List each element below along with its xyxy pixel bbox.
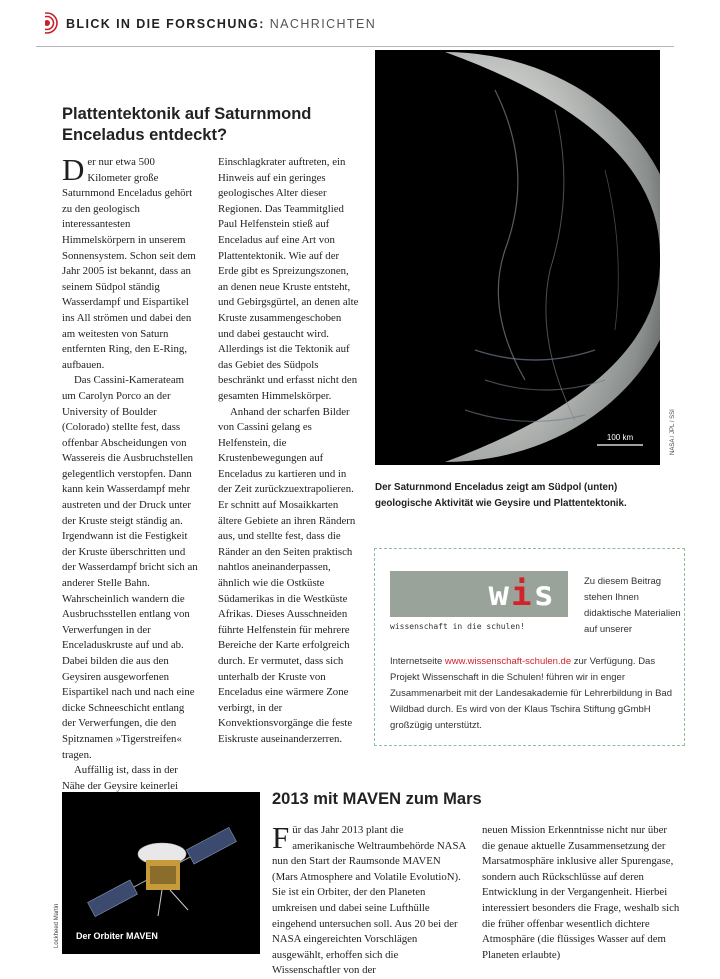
- wis-text-tail: zur Verfügung. Das Projekt Wissenschaft in die Schulen! führen wir in enger Zusammenarbeit mit der Landesakademie für Lehrerbildung in Bad Wildbad durch. Es wird von der Klaus Tschira Stiftung gGmbH großzügig unterstützt.: [390, 656, 672, 731]
- article-title: Plattentektonik auf Saturnmond Enceladus entdeckt?: [62, 105, 312, 144]
- paragraph: Anhand der scharfen Bilder von Cassini gelang es Helfenstein, die Krustenbewegungen auf Enceladus zu kartieren und in der Zeit zurückzuextrapolieren. Er schnitt auf Mosaikkarten ältere Gebiete an ihren Rändern aus, und stellte fest, dass die Ränder an den Seiten praktisch nahtlos aneinanderpassen, ähnlich wie die Ostküste Südamerikas in die Westküste Afrikas. Dieses Ausschneiden führte Helfenstein für mehrere Bereiche der Karte erfolgreich durch. Er vermutet, dass sich unterhalb der Kruste von Enceladus eine wärmere Zone verbirgt, in der Konvektionsvorgänge die feste Eiskruste auseinanderzerren.: [218, 405, 356, 745]
- article-column-1: [62, 152, 198, 794]
- paragraph: neuen Mission Erkenntnisse nicht nur über die genaue aktuelle Zusammensetzung der Marsatmosphäre inklusive aller Spurengase, sondern auch Rückschlüsse auf deren Entwicklung in der Vergangenheit. Hierbei interessiert besonders die Frage, weshalb sich die früher offenbar wesentlich dichtere Atmosphäre (die flüssiges Wasser auf dem Planeten erlaubte): [482, 824, 680, 961]
- header-title: [66, 17, 376, 31]
- header-subsection: NACHRICHTEN: [269, 17, 377, 31]
- wis-logo-i: i: [511, 574, 534, 614]
- wis-website-link[interactable]: www.wissenschaft-schulen.de: [444, 656, 572, 667]
- wis-logo: [390, 571, 568, 617]
- wis-text-lead: Internetseite: [390, 656, 445, 667]
- wis-logo-w: w: [488, 574, 512, 614]
- header-section: BLICK IN DIE FORSCHUNG:: [66, 17, 265, 31]
- wis-tagline: wissenschaft in die schulen!: [390, 622, 525, 631]
- photo-caption: Der Saturnmond Enceladus zeigt am Südpol (unten) geologische Aktivität wie Geysire und Plattentektonik.: [375, 482, 627, 509]
- paragraph-text: er nur etwa 500 Kilometer große Saturnmond Enceladus gehört zu den geologisch interessantesten Himmelskörpern in unserem Sonnensystem. Schon seit dem Jahr 2005 ist bekannt, dass an seinem Südpol ständig Wasserdampf und Eispartikel ins All strömen und dabei den am weitesten von Saturn entfernten Ring, den E-Ring, aufbauen.: [62, 156, 196, 371]
- wis-logo-letters: [489, 574, 556, 614]
- maven-photo-label: Der Orbiter MAVEN: [76, 931, 158, 941]
- dropcap: D: [62, 152, 85, 187]
- dropcap: F: [272, 820, 290, 855]
- page-header: [36, 12, 686, 38]
- article-title: 2013 mit MAVEN zum Mars: [272, 790, 482, 808]
- paragraph-text: ür das Jahr 2013 plant die amerikanische Weltraumbehörde NASA nun den Start der Raumsonde MAVEN (Mars Atmosphere and Volatile EvolutioN). Sie ist ein Orbiter, der den Planeten umkreisen und dabei seine Lufthülle eingehend untersuchen soll. Aus 20 bei der NASA eingereichten Vorschlägen ausgewählt, erhoffen sich die Wissenschaftler von der: [272, 824, 466, 977]
- wis-text-intro: Zu diesem Beitrag stehen Ihnen didaktische Materialien auf unserer: [584, 576, 681, 635]
- header-divider: [36, 46, 674, 47]
- article-column-2: [218, 155, 360, 748]
- wis-text-body: [390, 654, 680, 734]
- paragraph: Das Cassini-Kamerateam um Carolyn Porco an der University of Boulder (Colorado) stellte fest, dass offenbar Abscheidungen von Wassereis die Ausbruchstellen gelegentlich verstopfen. Dann kann kein Wasserdampf mehr austreten und der Druck unter der Kruste steigt ständig an. Irgendwann ist die Festigkeit der Kruste überschritten und der Wasserdampf bricht sich an anderer Stelle Bahn. Wahrscheinlich wandern die Ausbruchsstellen entlang von Verwerfungen in der Enceladuskruste auf und ab. Dabei bilden die aus den Geysiren ausgeworfenen Eispartikel nach und nach eine dicke Schneeschicht entlang der Verwerfungen, die den Spitznamen »Tigerstreifen« tragen.: [62, 374, 198, 761]
- article-column-2: [482, 823, 680, 963]
- section-logo-icon: [36, 12, 58, 34]
- paragraph: Auffällig ist, dass in der Nähe der Geysire keinerlei: [62, 764, 179, 792]
- enceladus-photo: [375, 50, 660, 465]
- paragraph: [272, 820, 468, 979]
- maven-photo: [62, 792, 260, 954]
- enceladus-image: [375, 50, 660, 465]
- scale-label: 100 km: [606, 433, 634, 442]
- photo-credit: NASA / JPL / SSI: [670, 409, 676, 455]
- wis-logo-s: s: [533, 574, 556, 614]
- photo-credit: Lockheed Martin: [54, 903, 60, 948]
- paragraph: Einschlagkrater auftreten, ein Hinweis auf ein geringes geologisches Alter dieser Regionen. Das Teammitglied Paul Helfenstein stieß auf Enceladus auf eine Art von Plattentektonik. Wie auf der Erde gibt es Spreizungszonen, an denen neue Kruste entsteht, und Gebirgsgürtel, an denen alte Kruste zusammengeschoben und dabei gestaucht wird. Allerdings ist die Tektonik auf das Gebiet des Südpols beschränkt und erfasst nicht den gesamten Himmelskörper.: [218, 156, 359, 402]
- maven-spacecraft-icon: [62, 792, 260, 954]
- paragraph: [62, 152, 198, 373]
- article-column-1: [272, 820, 468, 979]
